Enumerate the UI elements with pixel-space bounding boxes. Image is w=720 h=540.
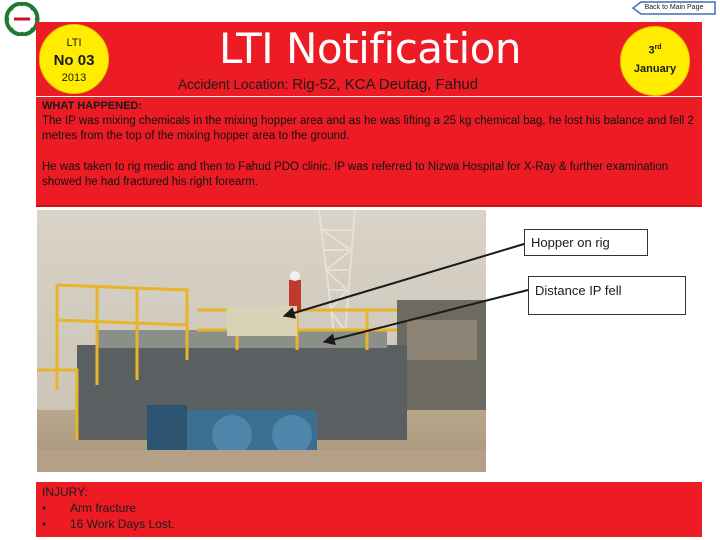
- callout-hopper-on-rig: Hopper on rig: [524, 229, 648, 256]
- page-title: LTI Notification: [219, 24, 521, 73]
- location-label: Accident Location:: [178, 77, 289, 92]
- badge-lti-year: 2013: [61, 72, 87, 84]
- what-happened-heading: WHAT HAPPENED:: [42, 100, 143, 112]
- location-value: Rig-52, KCA Deutag, Fahud: [292, 76, 479, 93]
- what-happened-panel: [36, 97, 702, 207]
- accident-location: [178, 76, 478, 93]
- injury-panel: [36, 482, 702, 537]
- what-happened-paragraph-1: The IP was mixing chemicals in the mixing hopper area and as he was lifting a 25 kg chemical bag, he lost his balance and fell 2 metres from the top of the mixing hopper area to the ground.: [42, 115, 694, 142]
- back-button-label: Back to Main Page: [644, 4, 704, 11]
- bullet: •: [42, 517, 47, 531]
- badge-date-month: January: [633, 63, 677, 75]
- bullet: •: [42, 501, 47, 515]
- injury-item: [42, 517, 174, 531]
- injury-item-text: Arm fracture: [70, 501, 137, 515]
- callout-distance-ip-fell: Distance IP fell: [528, 276, 686, 315]
- date-badge: [620, 26, 690, 96]
- what-happened-paragraph-2: He was taken to rig medic and then to Fahud PDO clinic. IP was referred to Nizwa Hospital for X-Ray & further examination showed he had fractured his right forearm.: [42, 161, 669, 188]
- rig-photo: [37, 210, 486, 472]
- injury-item: [42, 501, 136, 515]
- injury-heading: INJURY:: [42, 485, 88, 499]
- back-to-main-page-button[interactable]: [632, 1, 716, 15]
- injury-item-text: 16 Work Days Lost.: [70, 517, 175, 531]
- date-day-suffix: rd: [654, 44, 662, 51]
- badge-lti-label: LTI: [66, 37, 82, 49]
- badge-lti-number: No 03: [53, 52, 95, 69]
- badge-date-day: [621, 44, 689, 57]
- lti-number-badge: [39, 24, 109, 94]
- date-day: 3: [648, 44, 655, 57]
